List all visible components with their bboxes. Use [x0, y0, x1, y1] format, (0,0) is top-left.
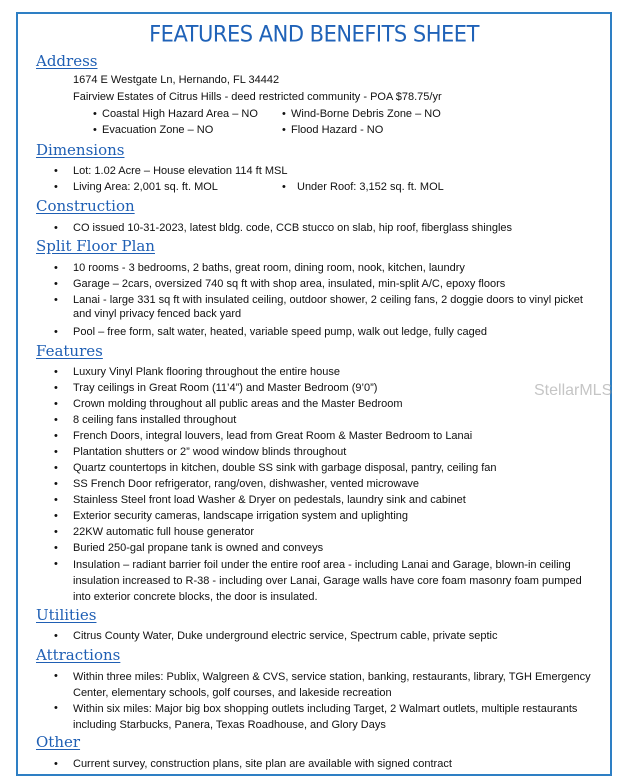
bullet: • — [54, 278, 58, 290]
bullet: • — [54, 181, 58, 193]
construction-heading: Construction — [36, 197, 135, 215]
feature-item: 8 ceiling fans installed throughout — [73, 414, 237, 426]
construction-item: CO issued 10-31-2023, latest bldg. code, CCB stucco on slab, hip roof, fiberglass shingles — [73, 222, 513, 234]
floorplan-item: 10 rooms - 3 bedrooms, 2 baths, great room, dining room, nook, kitchen, laundry — [73, 262, 465, 274]
bullet: • — [54, 398, 58, 410]
feature-item: Insulation – radiant barrier foil under the entire roof area - including Lanai and Garage, blown-in ceiling insulation increased to R-38 - including over Lanai, Garage walls have core foam masonry foam pumped into exterior concrete blocks, the door is insulated. — [73, 559, 582, 603]
utilities-item: Citrus County Water, Duke underground electric service, Spectrum cable, private septic — [73, 630, 498, 642]
bullet: • — [54, 510, 58, 522]
watermark: StellarMLS — [534, 382, 613, 399]
bullet: • — [54, 414, 58, 426]
bullet: • — [93, 124, 97, 136]
dimensions-heading: Dimensions — [36, 141, 125, 159]
utilities-heading: Utilities — [36, 606, 97, 624]
feature-item: 22KW automatic full house generator — [73, 526, 254, 538]
feature-item: Stainless Steel front load Washer & Dryer on pedestals, laundry sink and cabinet — [73, 494, 466, 506]
bullet: • — [54, 526, 58, 538]
feature-item: Luxury Vinyl Plank flooring throughout the entire house — [73, 366, 341, 378]
features-heading: Features — [36, 342, 103, 360]
floorplan-item: Garage – 2cars, oversized 740 sq ft with shop area, insulated, min-split A/C, epoxy floors — [73, 278, 506, 290]
bullet: • — [54, 165, 58, 177]
address-street: 1674 E Westgate Ln, Hernando, FL 34442 — [73, 74, 280, 86]
floorplan-heading: Split Floor Plan — [36, 237, 155, 255]
bullet: • — [54, 542, 58, 554]
bullet: • — [282, 108, 286, 120]
flag-evacuation: Evacuation Zone – NO — [102, 124, 214, 136]
bullet: • — [54, 558, 58, 570]
dimensions-living: Living Area: 2,001 sq. ft. MOL — [73, 181, 218, 193]
address-community: Fairview Estates of Citrus Hills - deed restricted community - POA $78.75/yr — [73, 91, 442, 103]
feature-item: Exterior security cameras, landscape irrigation system and uplighting — [73, 510, 409, 522]
bullet: • — [54, 366, 58, 378]
bullet: • — [54, 462, 58, 474]
flag-coastal: Coastal High Hazard Area – NO — [102, 108, 258, 120]
bullet: • — [54, 494, 58, 506]
attractions-item: Within three miles: Publix, Walgreen & CVS, service station, banking, restaurants, library, TGH Emergency Center, elementary schools, golf courses, and lakeside recreation — [73, 671, 591, 699]
bullet: • — [282, 181, 286, 193]
feature-item: SS French Door refrigerator, rang/oven, dishwasher, vented microwave — [73, 478, 420, 490]
feature-item: Buried 250-gal propane tank is owned and conveys — [73, 542, 324, 554]
flag-wind: Wind-Borne Debris Zone – NO — [291, 108, 441, 120]
other-heading: Other — [36, 733, 81, 751]
features-sheet — [16, 12, 612, 776]
other-item: Current survey, construction plans, site plan are available with signed contract — [73, 758, 452, 770]
floorplan-item: Pool – free form, salt water, heated, variable speed pump, walk out ledge, fully caged — [73, 326, 487, 338]
feature-item: French Doors, integral louvers, lead from Great Room & Master Bedroom to Lanai — [73, 430, 473, 442]
feature-item: Plantation shutters or 2” wood window blinds throughout — [73, 446, 347, 458]
feature-item: Quartz countertops in kitchen, double SS sink with garbage disposal, pantry, ceiling fan — [73, 462, 497, 474]
bullet: • — [54, 430, 58, 442]
floorplan-item: Lanai - large 331 sq ft with insulated ceiling, outdoor shower, 2 ceiling fans, 2 doggie doors to vinyl picket and vinyl privacy fenced back yard — [73, 294, 583, 320]
bullet: • — [54, 670, 58, 682]
bullet: • — [54, 262, 58, 274]
bullet: • — [93, 108, 97, 120]
feature-item: Crown molding throughout all public areas and the Master Bedroom — [73, 398, 403, 410]
bullet: • — [282, 124, 286, 136]
flag-flood: Flood Hazard - NO — [291, 124, 384, 136]
bullet: • — [54, 326, 58, 338]
feature-item: Tray ceilings in Great Room (11’4”) and Master Bedroom (9’0”) — [73, 382, 378, 394]
bullet: • — [54, 294, 58, 306]
dimensions-roof: Under Roof: 3,152 sq. ft. MOL — [297, 181, 444, 193]
bullet: • — [54, 478, 58, 490]
dimensions-lot: Lot: 1.02 Acre – House elevation 114 ft MSL — [73, 165, 288, 177]
bullet: • — [54, 758, 58, 770]
bullet: • — [54, 630, 58, 642]
bullet: • — [54, 446, 58, 458]
page-title: FEATURES AND BENEFITS SHEET — [149, 21, 479, 47]
attractions-item: Within six miles: Major big box shopping outlets including Target, 2 Walmart outlets, multiple restaurants including Starbucks, Panera, Texas Roadhouse, and Glory Days — [73, 703, 578, 731]
bullet: • — [54, 222, 58, 234]
bullet: • — [54, 382, 58, 394]
attractions-heading: Attractions — [36, 646, 121, 664]
address-heading: Address — [36, 52, 98, 70]
bullet: • — [54, 702, 58, 714]
